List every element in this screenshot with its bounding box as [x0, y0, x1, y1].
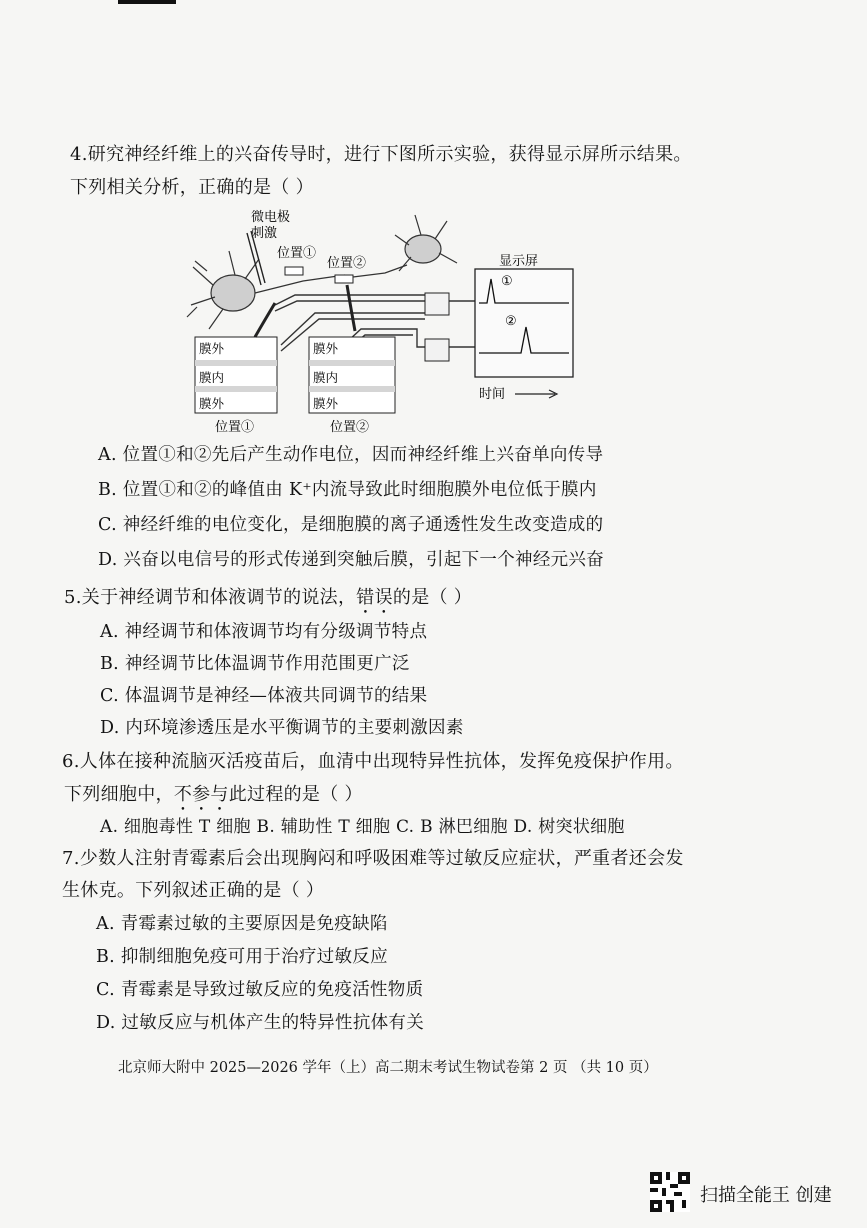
- p1-outer-bottom: 膜外: [199, 396, 225, 411]
- q7-stem-line2: 生休克。下列叙述正确的是（ ）: [62, 880, 325, 901]
- page-footer: 北京师大附中 2025—2026 学年（上）高二期末考试生物试卷第 2 页 （共 10 页）: [118, 1060, 658, 1076]
- q5-stem-post: 的是（ ）: [392, 587, 473, 608]
- q6-stem-emphasis: 不参与: [173, 784, 229, 805]
- membrane-panel-1: [195, 337, 277, 413]
- q7-option-a: A. 青霉素过敏的主要原因是免疫缺陷: [96, 914, 388, 934]
- q4-option-a: A. 位置①和②先后产生动作电位，因而神经纤维上兴奋单向传导: [98, 445, 604, 465]
- q5-stem-pre: 5.关于神经调节和体液调节的说法，: [64, 587, 357, 608]
- p1-outer-top: 膜外: [199, 341, 225, 356]
- q7-option-c: C. 青霉素是导致过敏反应的免疫活性物质: [96, 980, 424, 1000]
- q6-stem-line1: 6.人体在接种流脑灭活疫苗后，血清中出现特异性抗体，发挥免疫保护作用。: [62, 751, 684, 772]
- peak-2-label: ②: [505, 314, 517, 329]
- watermark-text: 扫描全能王 创建: [700, 1185, 832, 1206]
- scanner-watermark: [650, 1172, 860, 1216]
- q6-stem-post: 此过程的是（ ）: [228, 784, 363, 805]
- qr-code-icon: [650, 1172, 690, 1212]
- p2-outer-top: 膜外: [313, 341, 339, 356]
- electrode-label-1: 微电极: [251, 210, 291, 225]
- membrane-caption-1: 位置①: [215, 420, 255, 435]
- q6-options: A. 细胞毒性 T 细胞 B. 辅助性 T 细胞 C. B 淋巴细胞 D. 树突状细胞: [100, 817, 625, 837]
- amplifier-2: [425, 339, 449, 361]
- arrow-to-panel-1-icon: [255, 303, 275, 337]
- q4-experiment-figure: [185, 205, 580, 437]
- q6-stem-line2: [64, 783, 363, 815]
- membrane-panel-2: [309, 337, 395, 413]
- right-neuron-diagram: [353, 215, 457, 277]
- scan-edge-mark: [118, 0, 176, 4]
- q4-option-c: C. 神经纤维的电位变化，是细胞膜的离子通透性发生改变造成的: [98, 515, 604, 535]
- q4-option-b: B. 位置①和②的峰值由 K⁺内流导致此时细胞膜外电位低于膜内: [98, 480, 597, 500]
- q6-stem-pre: 下列细胞中，: [64, 784, 174, 805]
- p1-inner: 膜内: [199, 370, 225, 385]
- electrode-label-2: 刺激: [251, 226, 278, 241]
- q7-option-b: B. 抑制细胞免疫可用于治疗过敏反应: [96, 947, 388, 967]
- q4-stem-line2: 下列相关分析，正确的是（ ）: [70, 177, 314, 198]
- q5-stem-emphasis: 错误: [356, 587, 393, 608]
- q5-option-b: B. 神经调节比体温调节作用范围更广泛: [100, 654, 410, 674]
- q5-option-a: A. 神经调节和体液调节均有分级调节特点: [100, 622, 428, 642]
- time-axis-label: 时间: [479, 387, 506, 402]
- q7-stem-line1: 7.少数人注射青霉素后会出现胸闷和呼吸困难等过敏反应症状，严重者还会发: [62, 848, 684, 869]
- q5-option-d: D. 内环境渗透压是水平衡调节的主要刺激因素: [100, 718, 464, 738]
- position-2-label: 位置②: [327, 256, 367, 271]
- q5-option-c: C. 体温调节是神经—体液共同调节的结果: [100, 686, 428, 706]
- membrane-caption-2: 位置②: [330, 420, 370, 435]
- position-1-label: 位置①: [277, 246, 317, 261]
- peak-1-label: ①: [501, 274, 513, 289]
- q4-stem-line1: 4.研究神经纤维上的兴奋传导时，进行下图所示实验，获得显示屏所示结果。: [70, 144, 692, 165]
- amplifier-1: [425, 293, 449, 315]
- q5-stem: [64, 586, 472, 618]
- q7-option-d: D. 过敏反应与机体产生的特异性抗体有关: [96, 1013, 425, 1033]
- display-screen-label: 显示屏: [499, 254, 539, 269]
- q4-option-d: D. 兴奋以电信号的形式传递到突触后膜，引起下一个神经元兴奋: [98, 550, 605, 570]
- p2-outer-bottom: 膜外: [313, 396, 339, 411]
- p2-inner: 膜内: [313, 370, 339, 385]
- arrow-to-panel-2-icon: [347, 285, 355, 331]
